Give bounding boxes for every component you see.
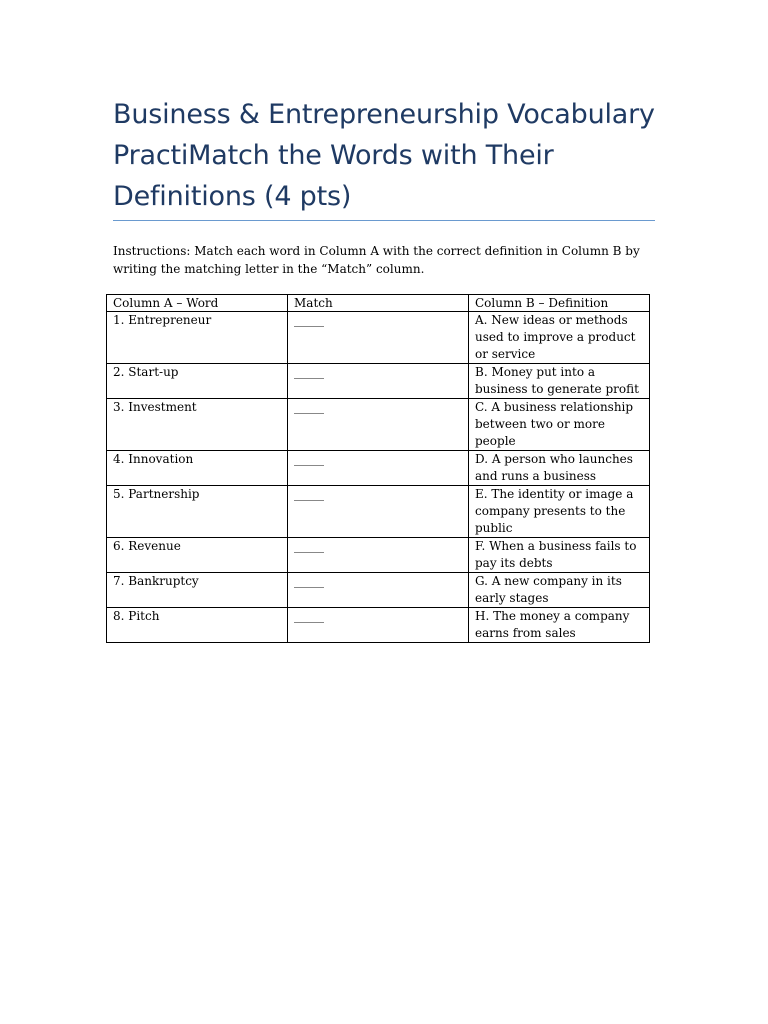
table-header-row (107, 295, 650, 312)
header-definition: Column B – Definition (469, 295, 650, 312)
definition-cell: D. A person who launches and runs a business (469, 451, 650, 486)
matching-table (106, 294, 650, 643)
table-row (107, 312, 650, 364)
table-row (107, 364, 650, 399)
definition-cell: G. A new company in its early stages (469, 573, 650, 608)
table-row (107, 538, 650, 573)
match-blank[interactable]: _____ (288, 451, 469, 486)
table-row (107, 486, 650, 538)
match-blank[interactable]: _____ (288, 538, 469, 573)
table-row (107, 451, 650, 486)
match-blank[interactable]: _____ (288, 608, 469, 643)
word-cell: 7. Bankruptcy (107, 573, 288, 608)
word-cell: 1. Entrepreneur (107, 312, 288, 364)
document-title: Business & Entrepreneurship Vocabulary PractiMatch the Words with Their Definitions (4 pts) (113, 99, 655, 212)
table-row (107, 573, 650, 608)
word-cell: 3. Investment (107, 399, 288, 451)
instructions-text: Instructions: Match each word in Column A with the correct definition in Column B by writing the matching letter in the “Match” column. (113, 244, 640, 276)
word-cell: 2. Start-up (107, 364, 288, 399)
header-match: Match (288, 295, 469, 312)
match-blank[interactable]: _____ (288, 364, 469, 399)
definition-cell: H. The money a company earns from sales (469, 608, 650, 643)
title-divider (113, 220, 655, 221)
match-blank[interactable]: _____ (288, 486, 469, 538)
match-blank[interactable]: _____ (288, 399, 469, 451)
definition-cell: A. New ideas or methods used to improve a product or service (469, 312, 650, 364)
definition-cell: F. When a business fails to pay its debts (469, 538, 650, 573)
match-blank[interactable]: _____ (288, 573, 469, 608)
word-cell: 5. Partnership (107, 486, 288, 538)
match-blank[interactable]: _____ (288, 312, 469, 364)
table-row (107, 608, 650, 643)
table-row (107, 399, 650, 451)
word-cell: 6. Revenue (107, 538, 288, 573)
header-word: Column A – Word (107, 295, 288, 312)
word-cell: 4. Innovation (107, 451, 288, 486)
definition-cell: B. Money put into a business to generate profit (469, 364, 650, 399)
word-cell: 8. Pitch (107, 608, 288, 643)
definition-cell: E. The identity or image a company presents to the public (469, 486, 650, 538)
definition-cell: C. A business relationship between two or more people (469, 399, 650, 451)
